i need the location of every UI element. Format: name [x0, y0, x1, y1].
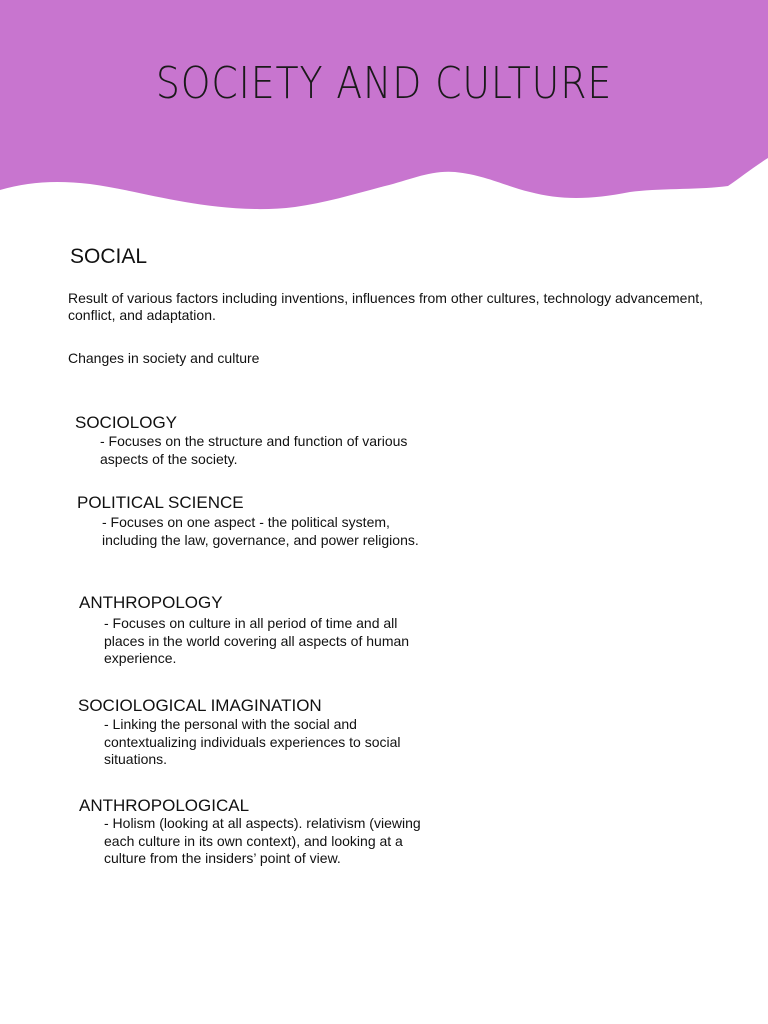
definition-anthropological: - Holism (looking at all aspects). relativism (viewing each culture in its own context), and looking at a culture from the insiders’ point of view.	[104, 815, 421, 866]
definition-sociology: - Focuses on the structure and function of various aspects of the society.	[100, 433, 408, 467]
page-title: SOCIETY AND CULTURE	[155, 58, 613, 109]
term-political-science: POLITICAL SCIENCE	[77, 493, 244, 512]
intro-paragraph: Result of various factors including inventions, influences from other cultures, technology advancement, conflict, and adaptation.	[68, 290, 704, 323]
definition-sociological-imagination: - Linking the personal with the social and contextualizing individuals experiences to social situations.	[104, 716, 401, 767]
header-band	[0, 0, 768, 215]
term-sociological-imagination: SOCIOLOGICAL IMAGINATION	[78, 696, 322, 715]
definition-anthropology: - Focuses on culture in all period of time and all places in the world covering all aspects of human experience.	[104, 615, 410, 666]
section-heading: SOCIAL	[70, 245, 148, 268]
term-anthropology: ANTHROPOLOGY	[79, 593, 223, 612]
definition-political-science: - Focuses on one aspect - the political system, including the law, governance, and power religions.	[102, 514, 419, 548]
subheading-text: Changes in society and culture	[68, 350, 260, 366]
term-sociology: SOCIOLOGY	[75, 413, 178, 432]
term-anthropological: ANTHROPOLOGICAL	[79, 796, 250, 815]
